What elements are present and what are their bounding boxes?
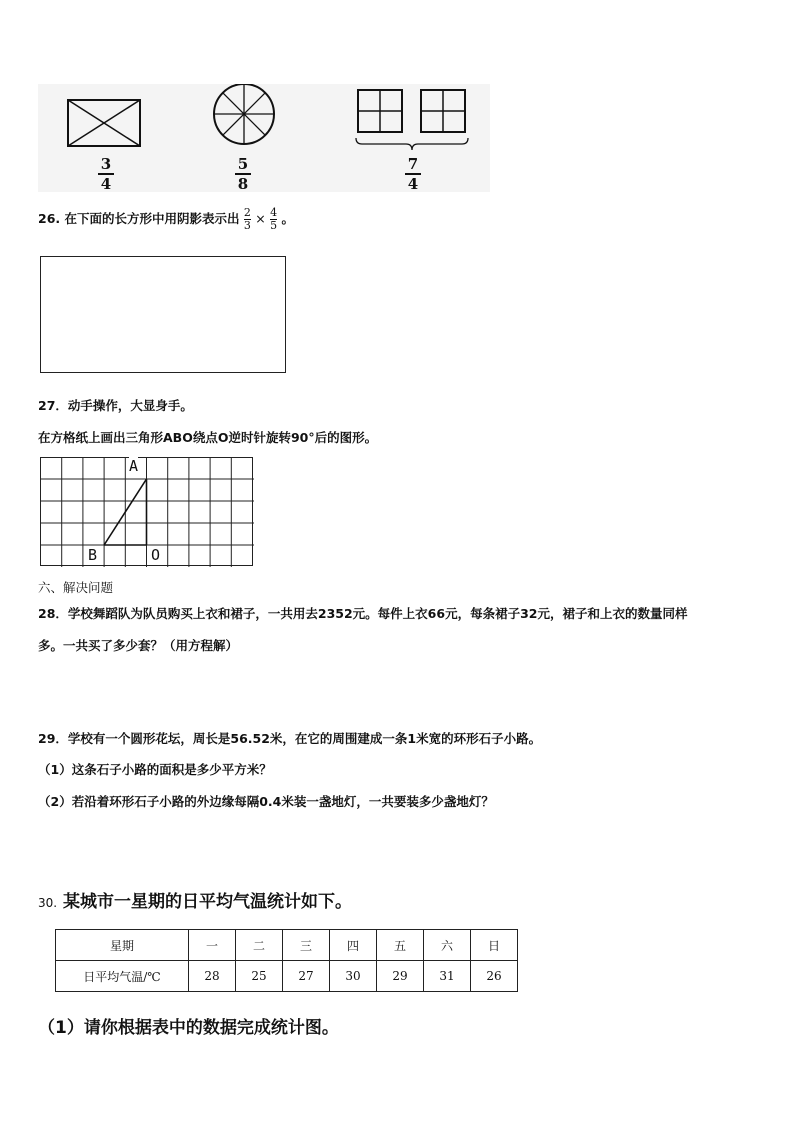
fraction-denominator: 5 <box>270 219 278 232</box>
grid-svg <box>40 457 254 567</box>
table-day-cell: 一 <box>189 930 236 961</box>
table-value-cell: 26 <box>471 961 518 992</box>
fraction-denominator: 4 <box>100 174 112 193</box>
fraction-3-4 <box>98 156 114 192</box>
table-value-cell: 30 <box>330 961 377 992</box>
question-28-line1: 28．学校舞蹈队为队员购买上衣和裙子，一共用去2352元。每件上衣66元，每条裙子32元，裙子和上衣的数量同样 <box>38 606 688 621</box>
question-text-end: 。 <box>281 211 294 226</box>
fraction-numerator: 7 <box>407 155 419 173</box>
table-day-cell: 四 <box>330 930 377 961</box>
inline-fraction-2-3 <box>244 207 251 232</box>
fraction-denominator: 4 <box>407 174 419 193</box>
temperature-table <box>55 929 518 992</box>
fraction-figures-panel <box>38 84 490 192</box>
point-label-a: A <box>129 457 139 475</box>
question-27-instruction: 在方格纸上画出三角形ABO绕点O逆时针旋转90°后的图形。 <box>38 430 378 445</box>
table-value-cell: 28 <box>189 961 236 992</box>
question-30-sub1: （1）请你根据表中的数据完成统计图。 <box>38 1018 339 1038</box>
table-value-cell: 25 <box>236 961 283 992</box>
rectangle-quarters-figure <box>68 100 140 146</box>
question-30-title <box>38 887 352 912</box>
table-value-cell: 31 <box>424 961 471 992</box>
table-header-cell: 星期 <box>56 930 189 961</box>
circle-eighths-figure <box>214 84 274 144</box>
table-day-cell: 日 <box>471 930 518 961</box>
question-29-sub2: （2）若沿着环形石子小路的外边缘每隔0.4米装一盏地灯，一共要装多少盏地灯？ <box>38 794 494 809</box>
table-day-cell: 二 <box>236 930 283 961</box>
point-label-b: B <box>88 546 98 564</box>
table-value-cell: 27 <box>283 961 330 992</box>
inline-fraction-4-5 <box>270 207 277 232</box>
fraction-denominator: 3 <box>243 219 251 232</box>
table-day-cell: 六 <box>424 930 471 961</box>
answer-rectangle[interactable] <box>40 256 286 373</box>
fraction-5-8 <box>235 156 251 192</box>
question-text: 某城市一星期的日平均气温统计如下。 <box>63 892 353 912</box>
question-27-title: 27．动手操作，大显身手。 <box>38 398 193 413</box>
section-6-title: 六、解决问题 <box>38 580 114 595</box>
fraction-numerator: 4 <box>270 206 278 219</box>
fraction-7-4 <box>405 156 421 192</box>
question-29-sub1: （1）这条石子小路的面积是多少平方米？ <box>38 762 272 777</box>
question-number: 30. <box>38 896 58 910</box>
two-squares-quarters-figure <box>356 90 468 150</box>
point-label-o: O <box>151 546 161 564</box>
fraction-numerator: 2 <box>243 206 251 219</box>
table-day-cell: 五 <box>377 930 424 961</box>
question-number: 26. <box>38 211 61 226</box>
table-header-row <box>56 930 518 961</box>
question-text: 在下面的长方形中用阴影表示出 <box>64 211 240 226</box>
fraction-numerator: 3 <box>100 155 112 173</box>
fraction-denominator: 8 <box>237 174 249 193</box>
table-row-label: 日平均气温/℃ <box>56 961 189 992</box>
question-28-line2: 多。一共买了多少套？（用方程解） <box>38 638 239 653</box>
question-29-line1: 29．学校有一个圆形花坛，周长是56.52米，在它的周围建成一条1米宽的环形石子小路。 <box>38 731 542 746</box>
question-26 <box>38 207 294 232</box>
table-row <box>56 961 518 992</box>
table-day-cell: 三 <box>283 930 330 961</box>
grid-paper[interactable] <box>40 457 254 567</box>
times-sign: × <box>255 211 266 226</box>
table-value-cell: 29 <box>377 961 424 992</box>
fraction-numerator: 5 <box>237 155 249 173</box>
